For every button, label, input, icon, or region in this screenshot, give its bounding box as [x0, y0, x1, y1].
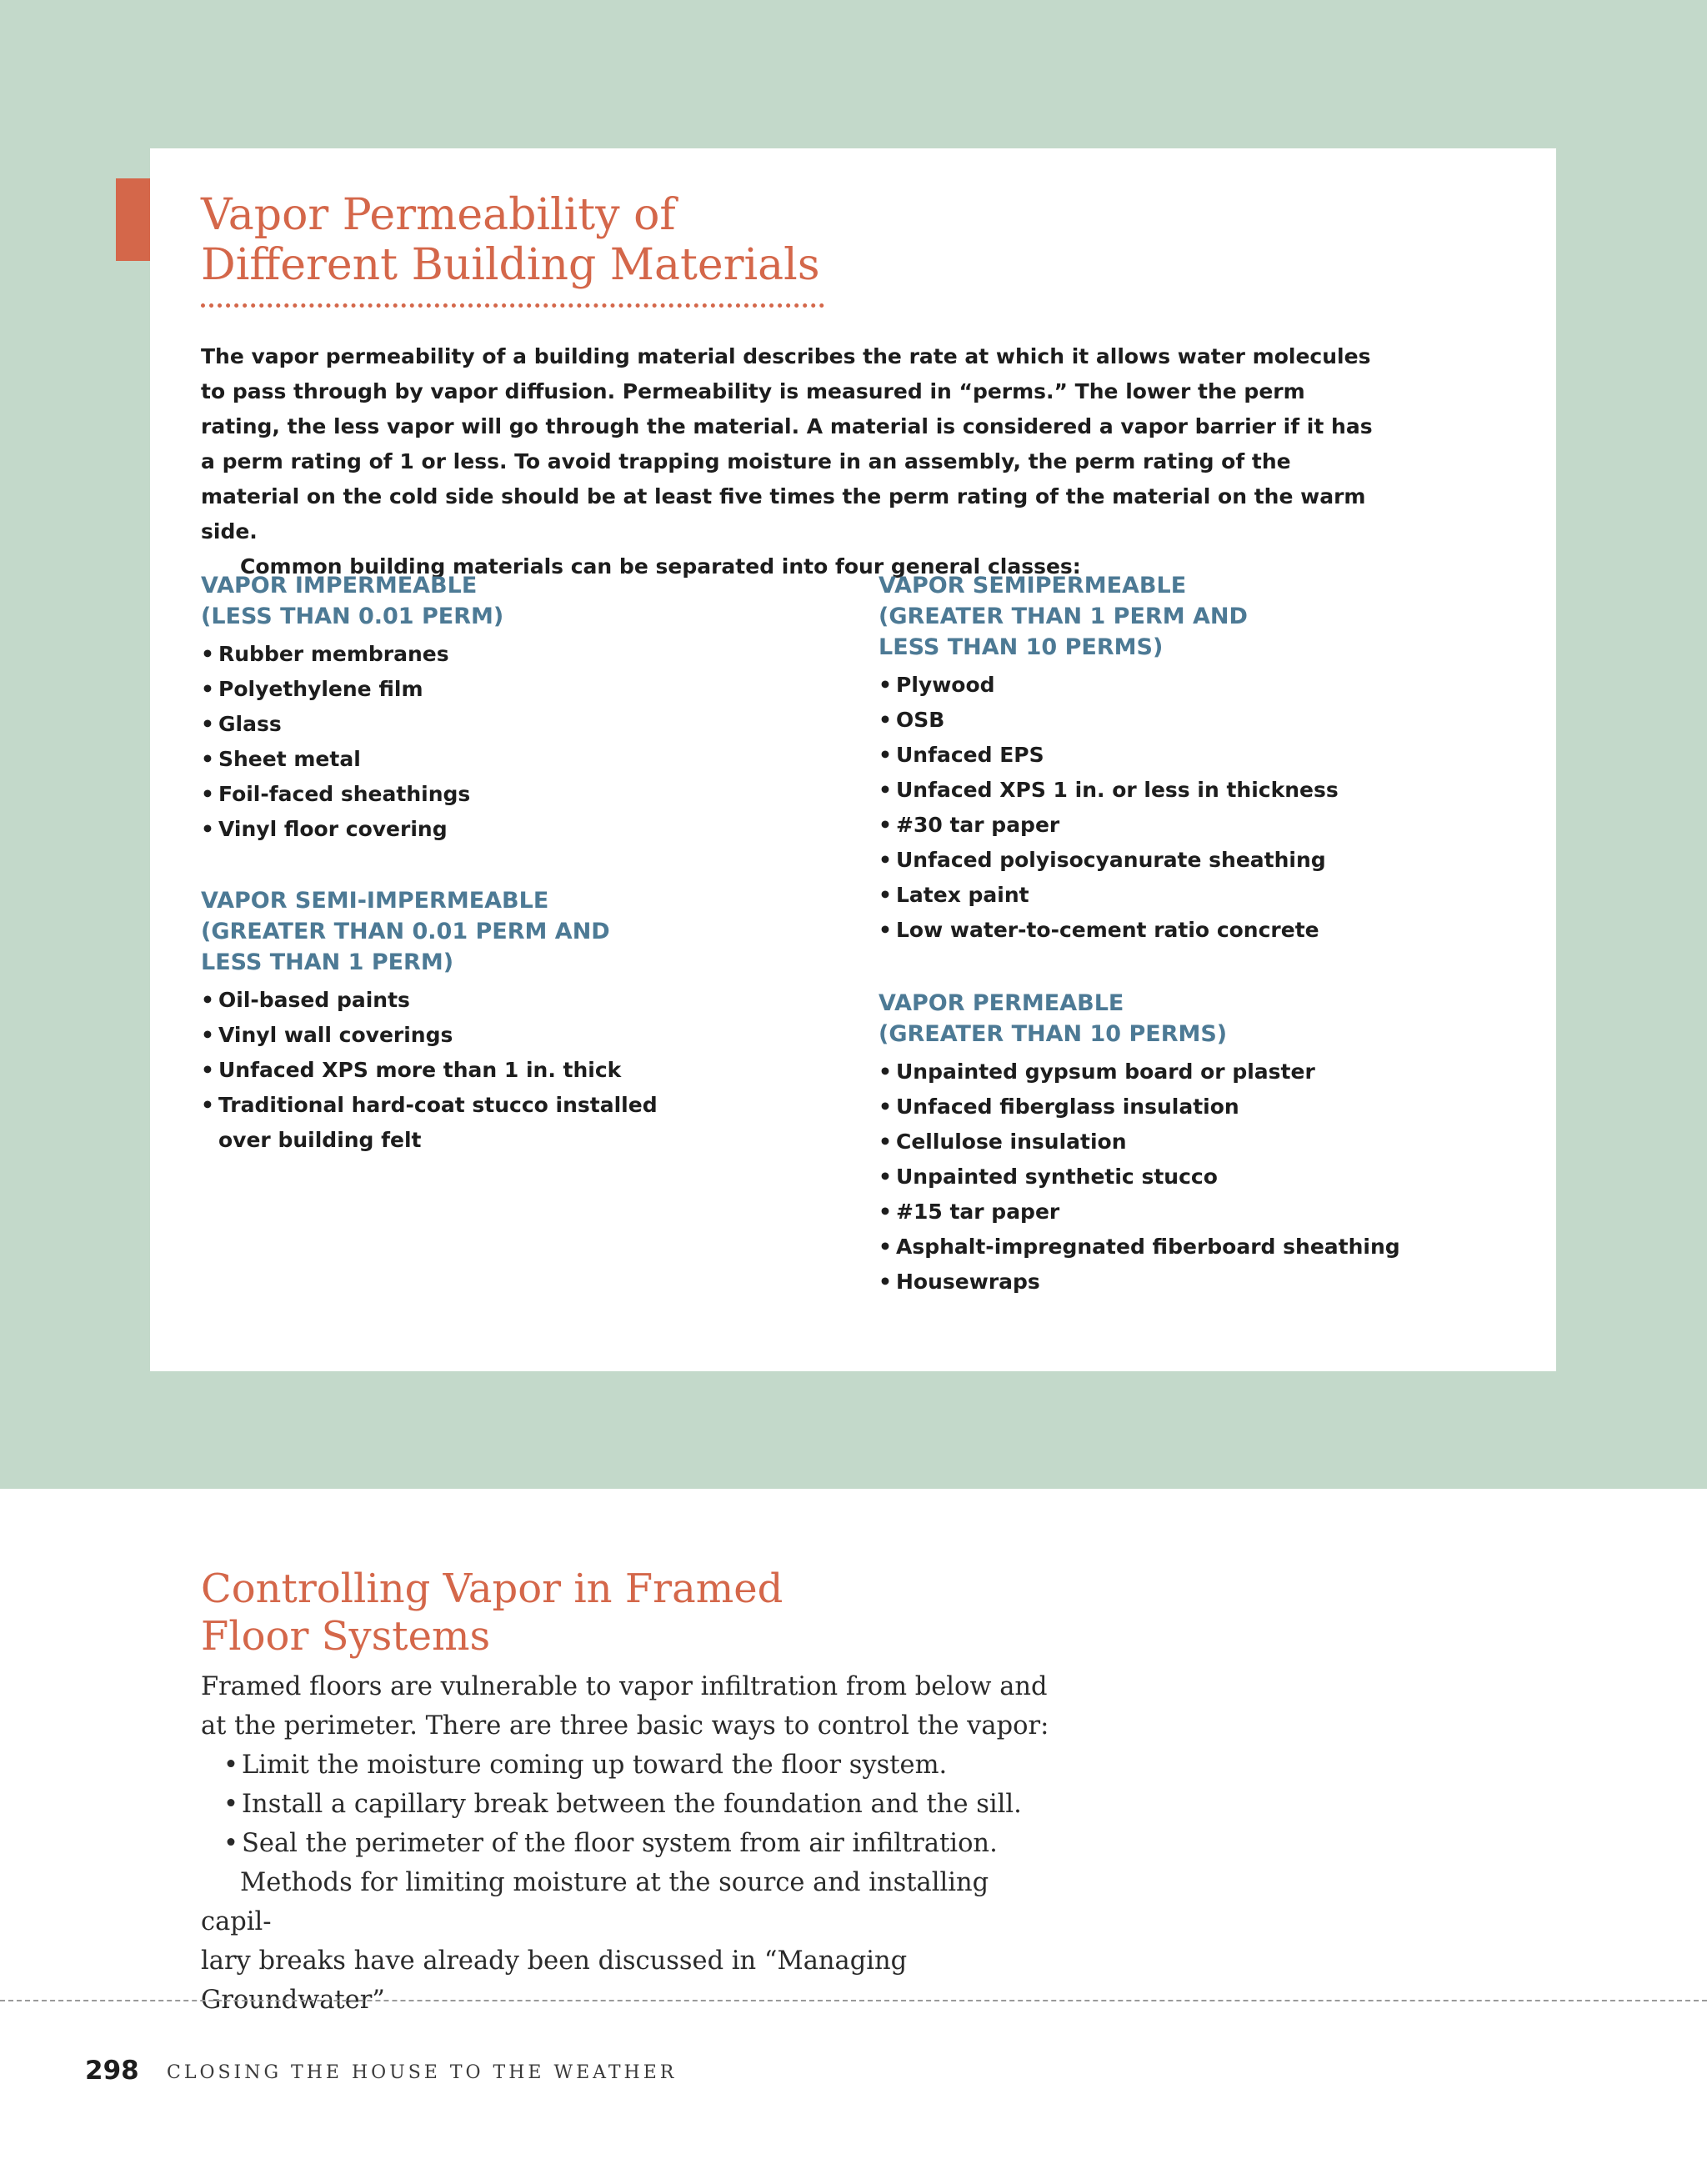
class-heading-line: (GREATER THAN 1 PERM AND	[879, 604, 1248, 629]
body-paragraph-line: lary breaks have already been discussed in “Managing Groundwater”	[201, 1946, 908, 2015]
material-item: • Latex paint	[879, 878, 1495, 913]
class-heading-line: (GREATER THAN 0.01 PERM AND	[201, 919, 610, 944]
body-bullet: • Limit the moisture coming up toward the floor system.	[201, 1746, 1051, 1785]
class-heading-line: VAPOR PERMEABLE	[879, 990, 1124, 1016]
sidebar-title	[201, 190, 951, 290]
class-heading	[879, 570, 1495, 663]
class-heading-line: (GREATER THAN 10 PERMS)	[879, 1021, 1228, 1047]
material-item: • Cellulose insulation	[879, 1125, 1495, 1160]
material-item: • #15 tar paper	[879, 1195, 1495, 1230]
material-item: • #30 tar paper	[879, 808, 1495, 843]
material-list	[879, 668, 1495, 948]
material-item: • Rubber membranes	[201, 637, 801, 672]
material-item: • Polyethylene film	[201, 672, 801, 707]
sidebar-accent-tab	[116, 178, 150, 261]
material-item: • Unfaced polyisocyanurate sheathing	[879, 843, 1495, 878]
class-vapor-semi-impermeable	[201, 885, 801, 1158]
page-number: 298	[85, 2056, 139, 2086]
class-vapor-impermeable	[201, 570, 801, 847]
material-item: • Foil-faced sheathings	[201, 777, 801, 812]
material-item: • Oil-based paints	[201, 983, 801, 1018]
class-heading	[201, 885, 801, 978]
material-item: • Glass	[201, 707, 801, 742]
material-item: • Low water-to-cement ratio concrete	[879, 913, 1495, 948]
material-list	[201, 983, 801, 1158]
material-item: • Housewraps	[879, 1265, 1495, 1300]
material-item: • Plywood	[879, 668, 1495, 703]
material-item: • Traditional hard-coat stucco installed over building felt	[201, 1088, 685, 1158]
material-item: • Vinyl wall coverings	[201, 1018, 801, 1053]
intro-paragraph: Common building materials can be separated into four general classes:	[240, 554, 1081, 579]
class-heading-line: VAPOR IMPERMEABLE	[201, 573, 478, 599]
class-heading-line: VAPOR SEMI-IMPERMEABLE	[201, 888, 549, 914]
dotted-divider	[201, 303, 824, 308]
material-list	[201, 637, 801, 847]
class-heading-line: LESS THAN 1 PERM)	[201, 949, 454, 975]
left-column	[201, 570, 801, 1158]
footer-divider	[0, 2000, 1707, 2001]
material-item: • Asphalt-impregnated fiberboard sheathing	[879, 1230, 1495, 1265]
body-paragraph: Framed floors are vulnerable to vapor infiltration from below and at the perimeter. There are three basic ways to control the vapor:	[201, 1672, 1049, 1741]
body-bullet: • Install a capillary break between the foundation and the sill.	[201, 1785, 1051, 1824]
material-item: • Unfaced XPS more than 1 in. thick	[201, 1053, 801, 1088]
running-head: CLOSING THE HOUSE TO THE WEATHER	[167, 2062, 678, 2083]
material-item: • Unfaced EPS	[879, 738, 1495, 773]
body-bullet: • Seal the perimeter of the floor system from air infiltration.	[201, 1824, 1051, 1863]
sidebar-intro	[201, 339, 1384, 584]
section-title-line: Controlling Vapor in Framed	[201, 1565, 783, 1612]
material-item: • OSB	[879, 703, 1495, 738]
material-item: • Unpainted synthetic stucco	[879, 1160, 1495, 1195]
sidebar-title-line: Vapor Permeability of	[201, 190, 676, 240]
material-list	[879, 1054, 1495, 1300]
class-vapor-semipermeable	[879, 570, 1495, 948]
section-body	[201, 1667, 1051, 2020]
class-heading-line: VAPOR SEMIPERMEABLE	[879, 573, 1187, 599]
intro-paragraph: The vapor permeability of a building material describes the rate at which it allows water molecules to pass through by vapor diffusion. Permeability is measured in “perms.” The lower the perm rating, the less vapor will go through the material. A material is considered a vapor barrier if it has a perm rating of 1 or less. To avoid trapping moisture in an assembly, the perm rating of the material on the cold side should be at least five times the perm rating of the material on the warm side.	[201, 344, 1373, 543]
section-title	[201, 1565, 951, 1661]
class-heading	[201, 570, 801, 632]
material-item: • Unpainted gypsum board or plaster	[879, 1054, 1495, 1089]
material-item: • Vinyl floor covering	[201, 812, 801, 847]
body-bullet-list	[201, 1746, 1051, 1863]
material-item: • Unfaced fiberglass insulation	[879, 1089, 1495, 1125]
class-heading-line: (LESS THAN 0.01 PERM)	[201, 604, 504, 629]
class-heading	[879, 988, 1495, 1049]
material-item: • Sheet metal	[201, 742, 801, 777]
sidebar-title-line: Different Building Materials	[201, 240, 820, 290]
right-column	[879, 570, 1495, 1300]
class-heading-line: LESS THAN 10 PERMS)	[879, 634, 1164, 660]
material-item: • Unfaced XPS 1 in. or less in thickness	[879, 773, 1495, 808]
body-paragraph-line: Methods for limiting moisture at the source and installing capil-	[201, 1868, 989, 1936]
section-title-line: Floor Systems	[201, 1613, 491, 1660]
class-vapor-permeable	[879, 988, 1495, 1300]
